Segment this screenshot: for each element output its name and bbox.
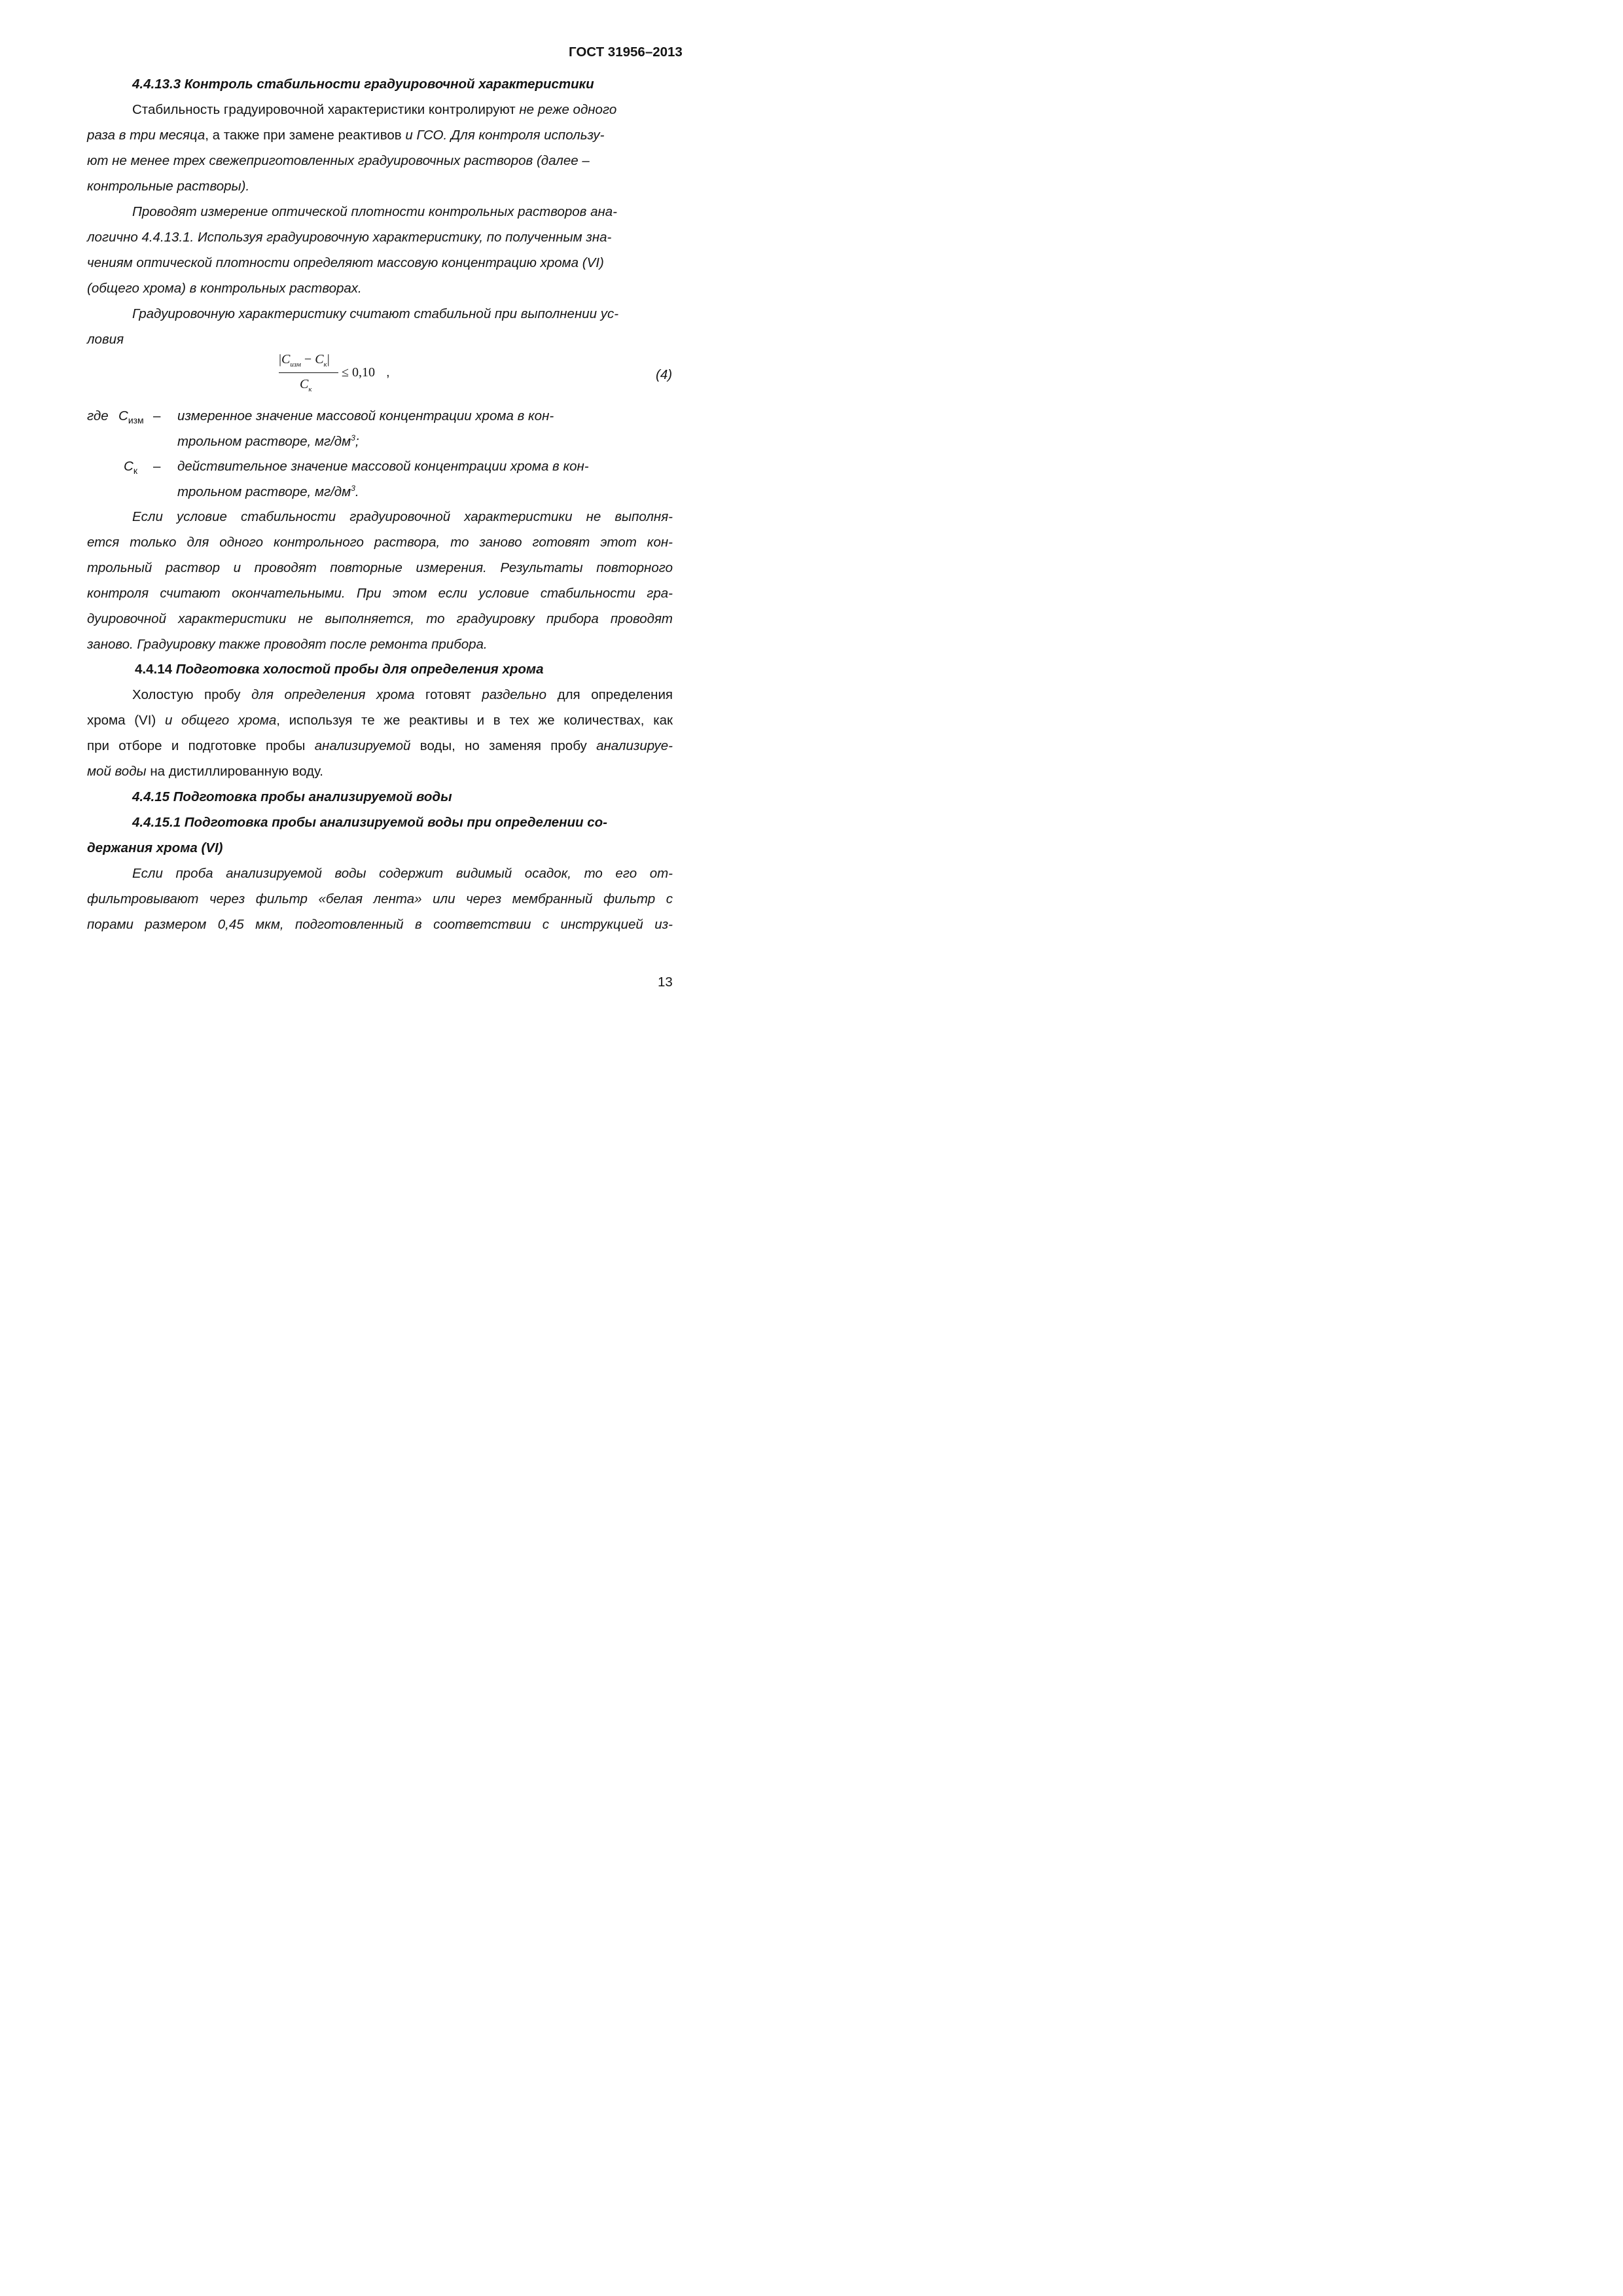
text-run: на дистиллированную воду.	[146, 764, 323, 779]
paragraph-1-line-1	[132, 101, 616, 118]
where-word: где	[87, 408, 109, 423]
definition-2-line-2	[177, 484, 359, 501]
formula-denominator	[300, 377, 312, 393]
text-run: и ГСО. Для контроля использу-	[405, 128, 605, 143]
paragraph-4-line-6: заново. Градуировку также проводят после ремонта прибора.	[87, 637, 488, 652]
text-run: раздельно	[482, 687, 547, 702]
text-run: , используя те же реактивы и в тех же количествах, как	[276, 713, 673, 728]
superscript: 3	[351, 484, 355, 493]
definition-2-line-1: действительное значение массовой концентрации хрома в кон-	[177, 459, 589, 474]
paragraph-3-line-1: Градуировочную характеристику считают стабильной при выполнении ус-	[132, 306, 619, 321]
sample-paragraph-line-3: порами размером 0,45 мкм, подготовленный в соответствии с инструкцией из-	[87, 917, 673, 932]
text-run: трольном растворе, мг/дм	[177, 484, 351, 499]
subscript: к	[308, 386, 312, 393]
where-dash-2: –	[153, 459, 161, 474]
subscript: изм	[128, 415, 144, 426]
section-heading-4-4-15: 4.4.15 Подготовка пробы анализируемой воды	[132, 789, 452, 804]
superscript: 3	[351, 433, 355, 442]
subscript: к	[133, 465, 137, 476]
sample-paragraph-line-2: фильтровывают через фильтр «белая лента» или через мембранный фильтр с	[87, 891, 673, 906]
symbol-c: C	[281, 352, 291, 367]
text-run: ;	[355, 434, 359, 449]
section-heading-4-4-15-1-line-1: 4.4.15.1 Подготовка пробы анализируемой воды при определении со-	[132, 815, 607, 830]
section-heading-4-4-15-1-line-2: держания хрома (VI)	[87, 840, 223, 855]
text-run: для определения хрома	[251, 687, 415, 702]
text-run: не реже одного	[519, 102, 617, 117]
paragraph-1-line-2	[87, 127, 604, 144]
text-run: воды, но заменяя пробу	[410, 738, 597, 753]
paragraph-2-line-3: чениям оптической плотности определяют массовую концентрацию хрома (VI)	[87, 255, 604, 270]
formula-numerator	[279, 352, 330, 368]
section-heading-4-4-13-3: 4.4.13.3 Контроль стабильности градуировочной характеристики	[132, 77, 594, 92]
text-run: анализируемой	[314, 738, 411, 753]
page-number: 13	[658, 975, 673, 990]
text-run: раза в три месяца	[87, 128, 205, 143]
paragraph-4-line-4: контроля считают окончательными. При этом если условие стабильности гра-	[87, 586, 673, 601]
paragraph-3-line-2: ловия	[87, 332, 124, 347]
text-run: трольном растворе, мг/дм	[177, 434, 351, 449]
paragraph-4-line-5: дуировочной характеристики не выполняется, то градуировку прибора проводят	[87, 611, 673, 626]
formula-4	[277, 352, 408, 395]
paragraph-2-line-2: логично 4.4.13.1. Используя градуировочную характеристику, по полученным зна-	[87, 230, 612, 245]
abs-bar-right: |	[327, 352, 330, 367]
paragraph-2-line-1: Проводят измерение оптической плотности контрольных растворов ана-	[132, 204, 617, 219]
symbol-c: C	[124, 459, 134, 474]
text-run: , а также при замене реактивов	[205, 128, 406, 143]
symbol-c: C	[118, 408, 128, 423]
formula-relation	[342, 365, 390, 380]
paragraph-4-line-2: ется только для одного контрольного раствора, то заново готовят этот кон-	[87, 535, 673, 550]
section-heading-4-4-14	[135, 661, 543, 678]
formula-comma: ,	[385, 365, 390, 380]
text-run: мой воды	[87, 764, 147, 779]
abs-bar-left: |	[279, 352, 282, 367]
blank-paragraph-line-1	[132, 687, 673, 704]
blank-paragraph-line-2	[87, 712, 673, 729]
text-run: Стабильность градуировочной характеристики контролируют	[132, 102, 520, 117]
symbol-c: C	[300, 377, 309, 391]
minus-sign: −	[304, 352, 312, 367]
blank-paragraph-line-3	[87, 738, 673, 755]
symbol-c: C	[315, 352, 324, 367]
text-run: при отборе и подготовке пробы	[87, 738, 315, 753]
relation: ≤ 0,10	[342, 365, 375, 380]
text-run: Холостую пробу	[132, 687, 252, 702]
definition-1-line-1: измеренное значение массовой концентрации хрома в кон-	[177, 408, 554, 423]
text-run: .	[355, 484, 359, 499]
paragraph-1-line-4: контрольные растворы).	[87, 179, 250, 194]
text-run: для определения	[546, 687, 673, 702]
sample-paragraph-line-1: Если проба анализируемой воды содержит видимый осадок, то его от-	[132, 866, 673, 881]
paragraph-2-line-4: (общего хрома) в контрольных растворах.	[87, 281, 362, 296]
paragraph-1-line-3: ют не менее трех свежеприготовленных градуировочных растворов (далее –	[87, 153, 590, 168]
where-symbol-c-meas	[118, 408, 144, 429]
text-run: хрома (VI)	[87, 713, 165, 728]
where-dash-1: –	[153, 408, 161, 423]
formula-number: (4)	[656, 367, 673, 382]
blank-paragraph-line-4	[87, 763, 323, 780]
section-title: Подготовка холостой пробы для определения хрома	[172, 662, 544, 677]
subscript: изм	[290, 361, 301, 368]
section-number: 4.4.14	[135, 662, 172, 677]
subscript: к	[323, 361, 327, 368]
fraction-bar	[279, 372, 338, 373]
paragraph-4-line-3: трольный раствор и проводят повторные измерения. Результаты повторного	[87, 560, 673, 575]
text-run: готовят	[414, 687, 482, 702]
text-run: анализируе-	[596, 738, 673, 753]
text-run: и общего хрома	[164, 713, 277, 728]
where-symbol-c-k	[124, 458, 137, 479]
paragraph-4-line-1: Если условие стабильности градуировочной характеристики не выполня-	[132, 509, 673, 524]
definition-1-line-2	[177, 433, 359, 450]
document-code: ГОСТ 31956–2013	[569, 45, 683, 60]
